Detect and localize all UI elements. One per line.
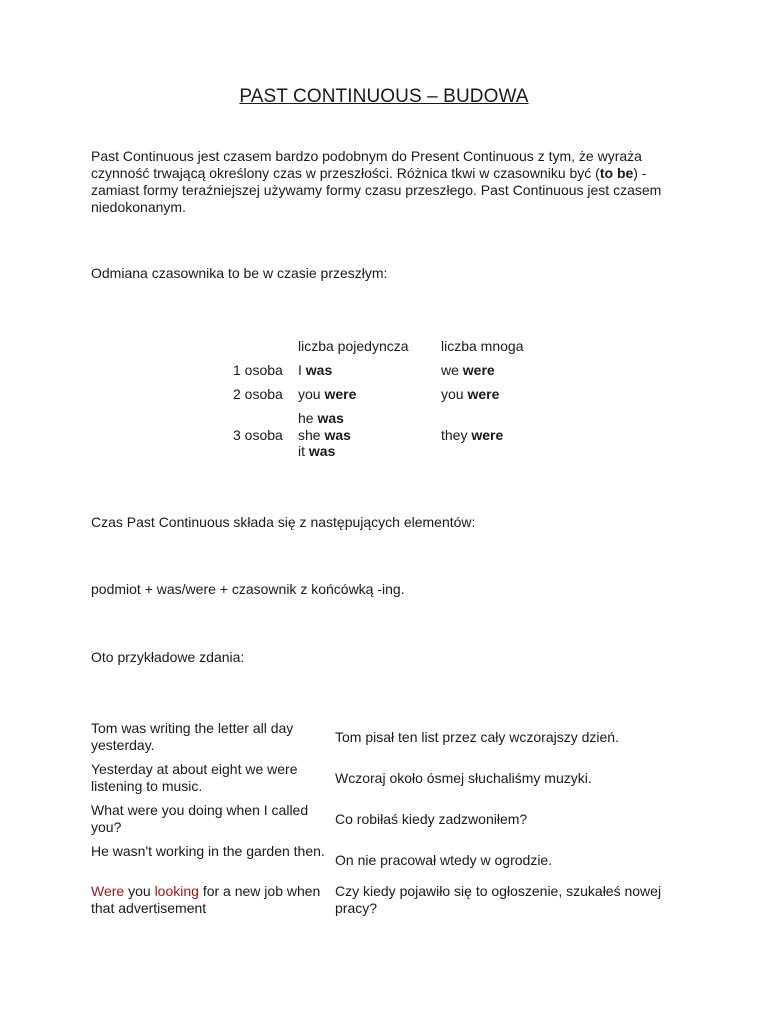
intro-paragraph [91, 148, 691, 216]
pronoun: it [298, 443, 309, 459]
singular-form [298, 386, 356, 402]
page-title: PAST CONTINUOUS – BUDOWA [239, 86, 529, 107]
verb-form: were [471, 427, 504, 443]
person-label: 1 osoba [233, 362, 283, 378]
intro-text-2: ) - zamiast formy teraźniejszej używamy formy czasu przeszłego. Past Continuous jest czasem niedokonanym. [91, 165, 662, 215]
verb-form: was [324, 427, 351, 443]
singular-form [298, 427, 351, 443]
highlighted-verb: looking [154, 883, 199, 899]
verb-form: was [317, 410, 344, 426]
verb-form: was [308, 443, 336, 459]
pronoun: we [441, 362, 463, 378]
verb-form: was [305, 362, 333, 378]
pronoun: I [298, 362, 306, 378]
plural-form [441, 427, 503, 443]
pronoun: they [441, 427, 472, 443]
example-text: for a new job when that advertisement [91, 883, 321, 916]
example-english: He wasn't working in the garden then. [91, 843, 325, 859]
verb-form: were [324, 386, 357, 402]
intro-text-1: Past Continuous jest czasem bardzo podobnym do Present Continuous z tym, że wyraża czynność trwającą określony czas w przeszłości. Różnica tkwi w czasowniku być ( [91, 148, 642, 181]
plural-form [441, 362, 495, 378]
examples-intro: Oto przykładowe zdania: [91, 649, 245, 665]
example-english [91, 883, 327, 917]
singular-form [298, 410, 344, 426]
pronoun: he [298, 410, 318, 426]
verb-form: were [467, 386, 500, 402]
plural-form [441, 386, 499, 402]
verb-form: were [462, 362, 495, 378]
example-polish: Tom pisał ten list przez cały wczorajszy dzień. [335, 729, 619, 745]
example-english: Yesterday at about eight we were listening to music. [91, 761, 298, 794]
person-label: 2 osoba [233, 386, 283, 402]
example-polish: On nie pracował wtedy w ogrodzie. [335, 852, 553, 868]
example-polish: Czy kiedy pojawiło się to ogłoszenie, szukałeś nowej pracy? [335, 883, 662, 916]
example-english: What were you doing when I called you? [91, 802, 309, 835]
conjugation-intro: Odmiana czasownika to be w czasie przeszłym: [91, 265, 388, 281]
pronoun: you [298, 386, 325, 402]
pronoun: you [441, 386, 468, 402]
header-singular: liczba pojedyncza [298, 338, 409, 354]
pronoun: she [298, 427, 325, 443]
structure-intro: Czas Past Continuous składa się z następujących elementów: [91, 514, 476, 530]
singular-form [298, 443, 335, 459]
structure-formula: podmiot + was/were + czasownik z końcówką -ing. [91, 581, 405, 597]
intro-bold: to be [599, 165, 634, 181]
singular-form [298, 362, 332, 378]
header-plural: liczba mnoga [441, 338, 524, 354]
example-polish: Co robiłaś kiedy zadzwoniłem? [335, 811, 528, 827]
example-polish: Wczoraj około ósmej słuchaliśmy muzyki. [335, 770, 592, 786]
example-english: Tom was writing the letter all day yesterday. [91, 720, 294, 753]
person-label: 3 osoba [233, 427, 283, 443]
highlighted-verb: Were [91, 883, 125, 899]
example-text: you [124, 883, 155, 899]
